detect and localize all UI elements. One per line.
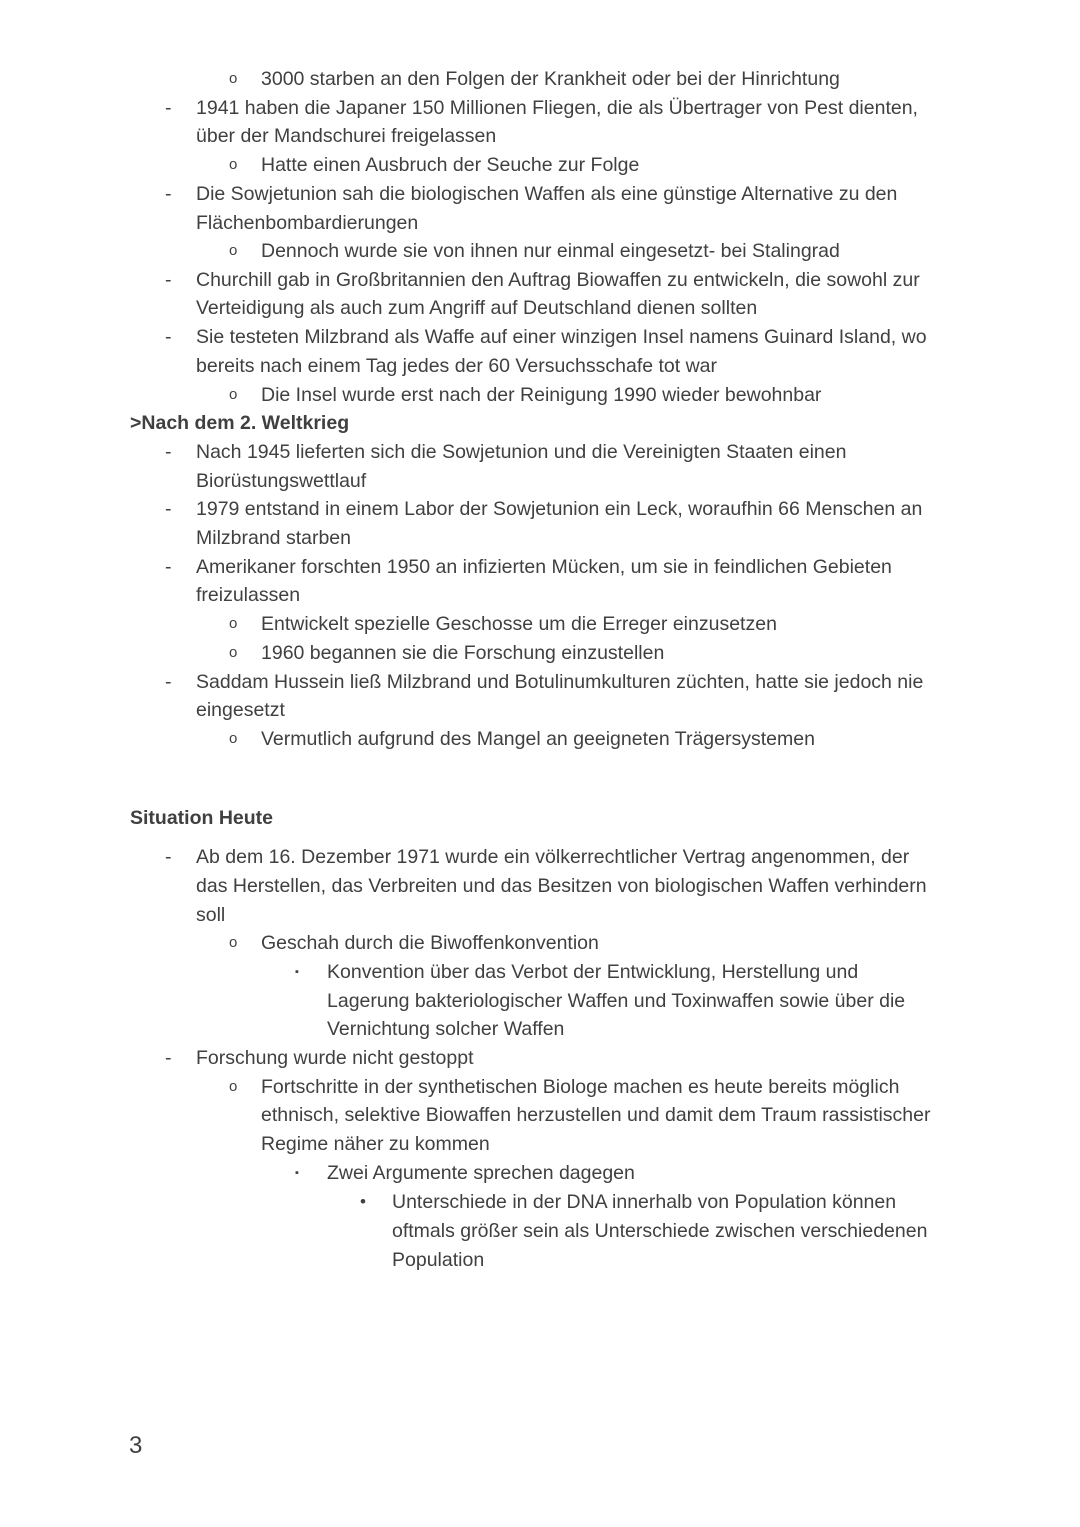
list-item-text: freizulassen (196, 584, 301, 606)
list-item-text: Dennoch wurde sie von ihnen nur einmal eingesetzt- bei Stalingrad (261, 240, 840, 262)
list-item-text: 1979 entstand in einem Labor der Sowjetunion ein Leck, woraufhin 66 Menschen an (196, 498, 923, 520)
list-item-text: ethnisch, selektive Biowaffen herzustellen und damit dem Traum rassistischer (261, 1104, 931, 1126)
list-item-text: Population (392, 1249, 485, 1271)
list-item-text: Milzbrand starben (196, 527, 351, 549)
list-item-text: Unterschiede in der DNA innerhalb von Population können (392, 1191, 897, 1213)
list-item-text: 3000 starben an den Folgen der Krankheit oder bei der Hinrichtung (261, 68, 840, 90)
list-item-text: Biorüstungswettlauf (196, 470, 367, 492)
sub-bullet-marker: o (229, 644, 238, 661)
list-item-text: Ab dem 16. Dezember 1971 wurde ein völkerrechtlicher Vertrag angenommen, der (196, 846, 910, 868)
list-item-text: Fortschritte in der synthetischen Biologe machen es heute bereits möglich (261, 1076, 900, 1098)
list-item-text: Forschung wurde nicht gestoppt (196, 1047, 474, 1069)
list-item-text: Verteidigung als auch zum Angriff auf Deutschland dienen sollten (196, 297, 758, 319)
sub-bullet-marker: o (229, 615, 238, 632)
sub-bullet-marker: o (229, 730, 238, 747)
list-item-text: soll (196, 904, 226, 926)
list-item-text: 1960 begannen sie die Forschung einzustellen (261, 642, 665, 664)
list-item-text: Die Sowjetunion sah die biologischen Waffen als eine günstige Alternative zu den (196, 183, 898, 205)
section-heading-post-war: >Nach dem 2. Weltkrieg (130, 412, 350, 434)
list-item-text: Konvention über das Verbot der Entwicklung, Herstellung und (327, 961, 859, 983)
dash-bullet-marker: - (165, 498, 172, 520)
list-item-text: Die Insel wurde erst nach der Reinigung 1990 wieder bewohnbar (261, 384, 822, 406)
list-item-text: Hatte einen Ausbruch der Seuche zur Folge (261, 154, 640, 176)
sub-bullet-marker: o (229, 242, 238, 259)
sub-bullet-marker: o (229, 934, 238, 951)
list-item-text: Flächenbombardierungen (196, 212, 419, 234)
sub-bullet-marker: o (229, 1078, 238, 1095)
list-item-text: Lagerung bakteriologischer Waffen und Toxinwaffen sowie über die (327, 990, 906, 1012)
list-item-text: Nach 1945 lieferten sich die Sowjetunion und die Vereinigten Staaten einen (196, 441, 847, 463)
square-bullet-marker: ▪ (295, 1167, 299, 1179)
list-item-text: Regime näher zu kommen (261, 1133, 490, 1155)
list-item-text: bereits nach einem Tag jedes der 60 Versuchsschafe tot war (196, 355, 718, 377)
dash-bullet-marker: - (165, 97, 172, 119)
page-number: 3 (129, 1432, 143, 1459)
list-item-text: Entwickelt spezielle Geschosse um die Erreger einzusetzen (261, 613, 777, 635)
sub-bullet-marker: o (229, 386, 238, 403)
list-item-text: 1941 haben die Japaner 150 Millionen Fliegen, die als Übertrager von Pest dienten, (196, 97, 918, 119)
sub-bullet-marker: o (229, 156, 238, 173)
list-item-text: Geschah durch die Biwoffenkonvention (261, 932, 599, 954)
dash-bullet-marker: - (165, 671, 172, 693)
dash-bullet-marker: - (165, 556, 172, 578)
dash-bullet-marker: - (165, 269, 172, 291)
sub-bullet-marker: o (229, 70, 238, 87)
list-item-text: Churchill gab in Großbritannien den Auftrag Biowaffen zu entwickeln, die sowohl zur (196, 269, 920, 291)
dash-bullet-marker: - (165, 326, 172, 348)
list-item-text: über der Mandschurei freigelassen (196, 125, 497, 147)
list-item-text: eingesetzt (196, 699, 285, 721)
list-item-text: Sie testeten Milzbrand als Waffe auf einer winzigen Insel namens Guinard Island, wo (196, 326, 927, 348)
list-item-text: das Herstellen, das Verbreiten und das Besitzen von biologischen Waffen verhindern (196, 875, 927, 897)
dash-bullet-marker: - (165, 846, 172, 868)
list-item-text: Zwei Argumente sprechen dagegen (327, 1162, 635, 1184)
list-item-text: oftmals größer sein als Unterschiede zwischen verschiedenen (392, 1220, 928, 1242)
square-bullet-marker: ▪ (295, 966, 299, 978)
list-item-text: Vermutlich aufgrund des Mangel an geeigneten Trägersystemen (261, 728, 815, 750)
section-heading-today: Situation Heute (130, 807, 274, 829)
dash-bullet-marker: - (165, 441, 172, 463)
list-item-text: Vernichtung solcher Waffen (327, 1018, 565, 1040)
list-item-text: Saddam Hussein ließ Milzbrand und Botulinumkulturen züchten, hatte sie jedoch nie (196, 671, 924, 693)
dash-bullet-marker: - (165, 183, 172, 205)
round-bullet-marker: • (360, 1192, 366, 1211)
dash-bullet-marker: - (165, 1047, 172, 1069)
list-item-text: Amerikaner forschten 1950 an infizierten Mücken, um sie in feindlichen Gebieten (196, 556, 892, 578)
